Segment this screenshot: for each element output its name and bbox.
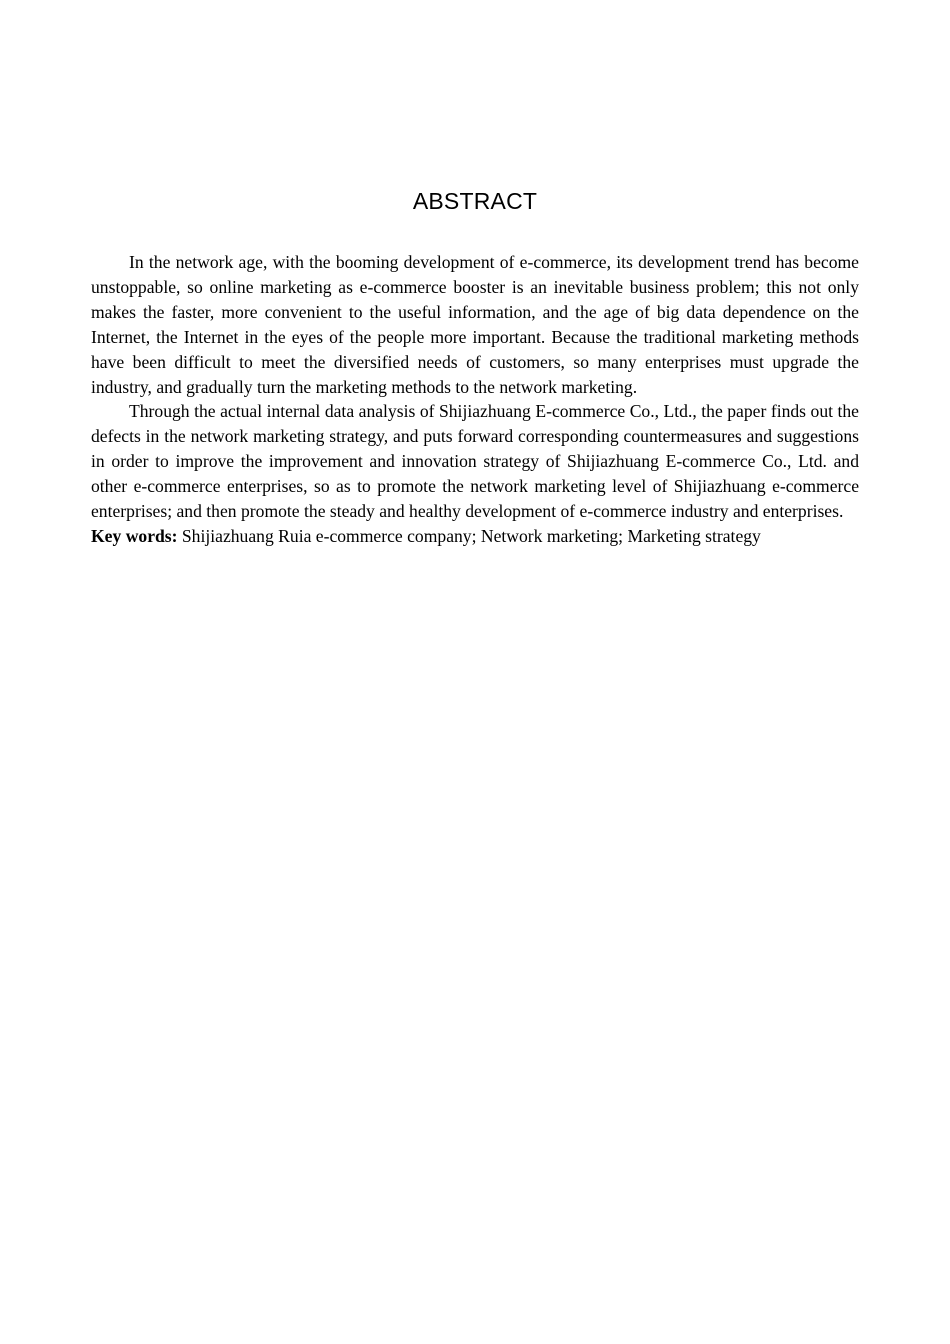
keywords-text: Shijiazhuang Ruia e-commerce company; Network marketing; Marketing strategy — [177, 525, 761, 546]
keywords-label: Key words: — [91, 525, 178, 546]
keywords-line — [91, 524, 859, 549]
abstract-body — [91, 250, 859, 549]
abstract-paragraph-2: Through the actual internal data analysis of Shijiazhuang E-commerce Co., Ltd., the paper finds out the defects in the network marketing strategy, and puts forward corresponding countermeasures and suggestions in order to improve the improvement and innovation strategy of Shijiazhuang E-commerce Co., Ltd. and other e-commerce enterprises, so as to promote the network marketing level of Shijiazhuang e-commerce enterprises; and then promote the steady and healthy development of e-commerce industry and enterprises. — [91, 401, 859, 522]
abstract-title: ABSTRACT — [412, 188, 538, 214]
abstract-paragraph-1: In the network age, with the booming development of e-commerce, its development trend has become unstoppable, so online marketing as e-commerce booster is an inevitable business problem; this not only makes the faster, more convenient to the useful information, and the age of big data dependence on the Internet, the Internet in the eyes of the people more important. Because the traditional marketing methods have been difficult to meet the diversified needs of customers, so many enterprises must upgrade the industry, and gradually turn the marketing methods to the network marketing. — [91, 252, 859, 397]
